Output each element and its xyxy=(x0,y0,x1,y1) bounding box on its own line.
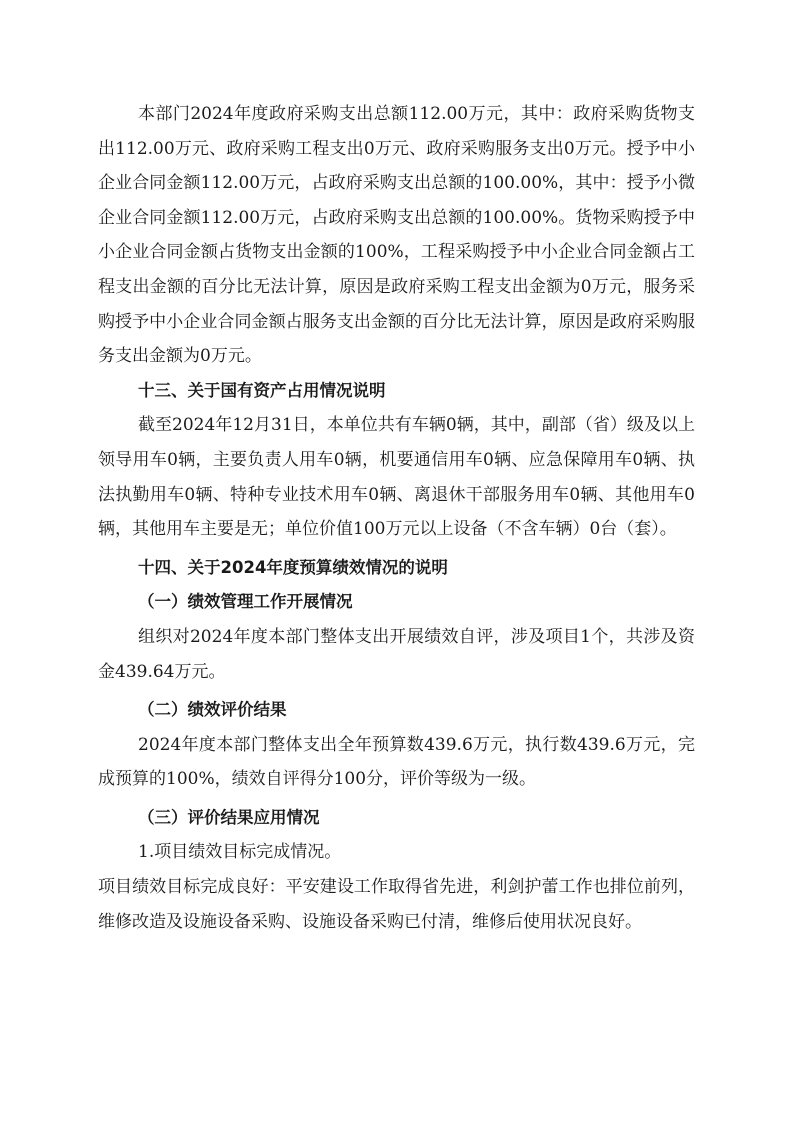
item-1-detail-paragraph: 项目绩效目标完成良好：平安建设工作取得省先进，利剑护蕾工作也排位前列，维修改造及设施设备采购、设施设备采购已付清，维修后使用状况良好。 xyxy=(98,877,695,932)
performance-result-paragraph: 2024年度本部门整体支出全年预算数439.6万元，执行数439.6万元，完成预算的100%，绩效自评得分100分，评价等级为一级。 xyxy=(98,734,695,790)
subsection-3-heading: （三）评价结果应用情况 xyxy=(138,807,320,827)
document-page xyxy=(98,97,695,939)
subsection-2-heading: （二）绩效评价结果 xyxy=(138,700,287,720)
item-1-title: 1.项目绩效目标完成情况。 xyxy=(138,842,342,863)
procurement-paragraph: 本部门2024年度政府采购支出总额112.00万元，其中：政府采购货物支出112.00万元、政府采购工程支出0万元、政府采购服务支出0万元。授予中小企业合同金额112.00万元，占政府采购支出总额的100.00%，其中：授予小微企业合同金额112.00万元，占政府采购支出总额的100.00%。货物采购授予中小企业合同金额占货物支出金额的100%，工程采购授予中小企业合同金额占工程支出金额的百分比无法计算，原因是政府采购工程支出金额为0万元，服务采购授予中小企业合同金额占服务支出金额的百分比无法计算，原因是政府采购服务支出金额为0万元。 xyxy=(98,104,695,367)
performance-work-paragraph: 组织对2024年度本部门整体支出开展绩效自评，涉及项目1个，共涉及资金439.64万元。 xyxy=(98,626,695,682)
assets-paragraph: 截至2024年12月31日，本单位共有车辆0辆，其中，副部（省）级及以上领导用车0辆，主要负责人用车0辆，机要通信用车0辆、应急保障用车0辆、执法执勤用车0辆、特种专业技术用车0辆、离退休干部服务用车0辆、其他用车0辆，其他用车主要是无；单位价值100万元以上设备（不含车辆）0台（套）。 xyxy=(98,415,695,540)
subsection-1-heading: （一）绩效管理工作开展情况 xyxy=(138,592,353,612)
section-14-heading: 十四、关于2024年度预算绩效情况的说明 xyxy=(138,557,448,577)
section-13-heading: 十三、关于国有资产占用情况说明 xyxy=(138,380,386,400)
